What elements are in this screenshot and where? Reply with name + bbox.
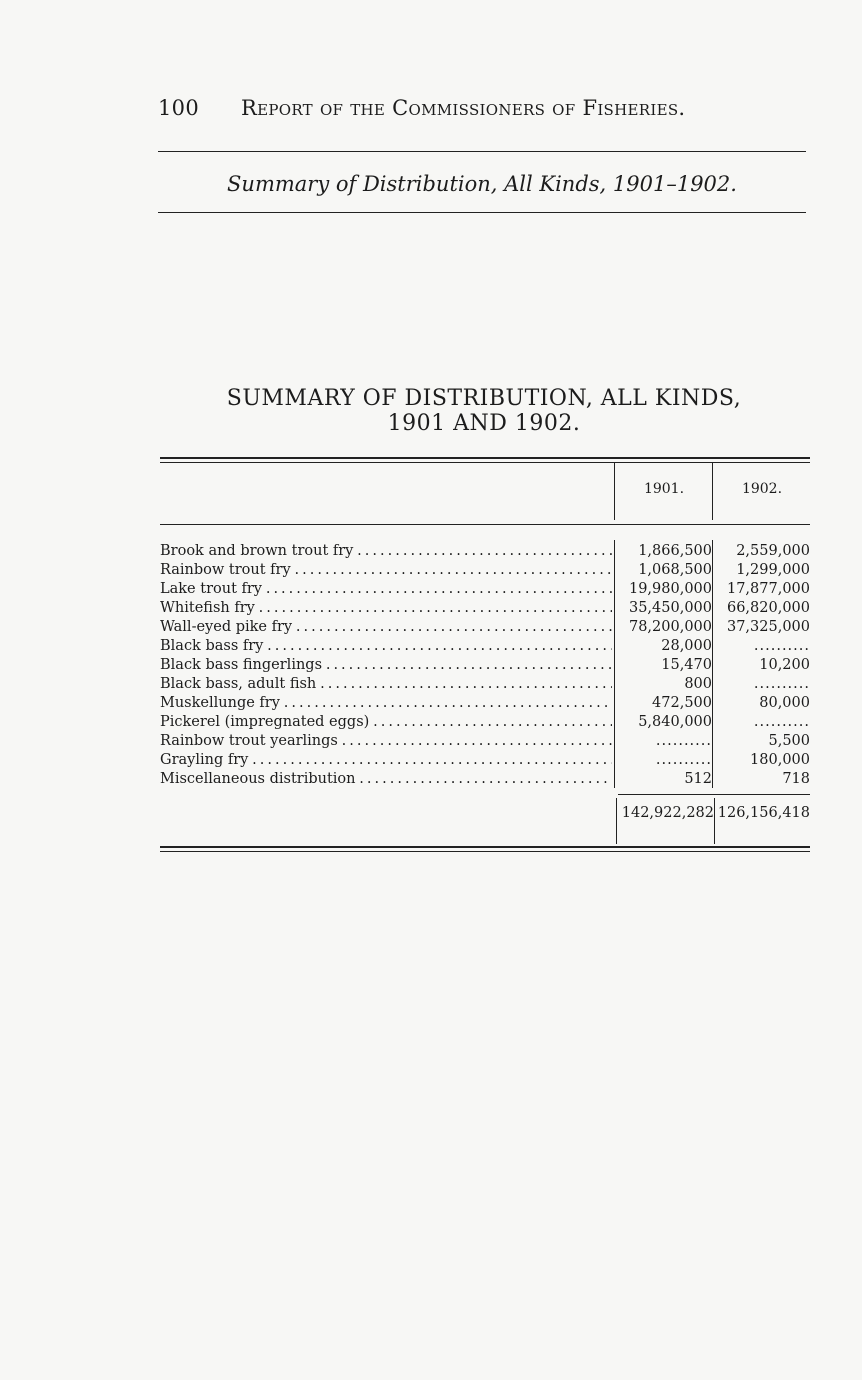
value-1901: .......... [655,733,712,749]
row-label: Brook and brown trout fry . . . [160,542,612,561]
row-label: Whitefish fry . . . [160,599,612,618]
table-title-line-2: 1901 AND 1902. [387,411,581,436]
row-label: Muskellunge fry . . . [160,694,612,713]
value-1901: 35,450,000 [628,600,712,616]
table-row [160,770,812,789]
header-rule [158,151,806,152]
table-title-line-1: SUMMARY OF DISTRIBUTION, ALL KINDS, [226,386,742,411]
table-row [160,599,812,618]
table-row [160,656,812,675]
value-1901: 472,500 [652,695,712,711]
column-header-1901: 1901. [643,481,685,497]
table-row [160,637,812,656]
value-1901: 5,840,000 [638,714,712,730]
value-1901: 800 [684,676,712,692]
value-1901: 19,980,000 [628,581,712,597]
running-title: Report of the Commissioners of Fisheries. [240,96,686,120]
value-1902: 2,559,000 [736,543,810,559]
row-label: Rainbow trout yearlings . . . [160,732,612,751]
value-1902: 180,000 [750,752,810,768]
total-1901: 142,922,282 [621,805,714,821]
page-header [158,96,808,120]
value-1902: 80,000 [759,695,810,711]
row-label: Miscellaneous distribution . . . [160,770,612,789]
value-1901: 1,068,500 [638,562,712,578]
totals-rule [618,794,810,795]
table-title [160,386,808,436]
value-1902: 66,820,000 [726,600,810,616]
table-row [160,713,812,732]
page-number: 100 [158,96,199,120]
value-1902: .......... [753,676,810,692]
row-label: Grayling fry . . . [160,751,612,770]
column-header-1902: 1902. [741,481,783,497]
row-label: Lake trout fry . . . [160,580,612,599]
value-1902: .......... [753,638,810,654]
value-1901: 78,200,000 [628,619,712,635]
column-divider [614,462,615,520]
table-row [160,751,812,770]
value-1901: 15,470 [661,657,712,673]
row-label: Rainbow trout fry . . . [160,561,612,580]
value-1902: .......... [753,714,810,730]
page-subtitle: Summary of Distribution, All Kinds, 1901–1902. [227,172,737,196]
value-1902: 10,200 [759,657,810,673]
value-1901: 1,866,500 [638,543,712,559]
subtitle-rule [158,212,806,213]
table-bottom-rule [160,846,810,852]
table-row [160,542,812,561]
value-1901: 28,000 [661,638,712,654]
value-1902: 1,299,000 [736,562,810,578]
table-row [160,694,812,713]
table-row [160,561,812,580]
table-row [160,618,812,637]
value-1902: 37,325,000 [726,619,810,635]
row-label: Pickerel (impregnated eggs) . . . [160,713,612,732]
value-1901: .......... [655,752,712,768]
value-1902: 5,500 [768,733,810,749]
table-row [160,580,812,599]
row-label: Black bass fry . . . [160,637,612,656]
value-1901: 512 [684,771,712,787]
header-bottom-rule [160,524,810,525]
column-divider [712,462,713,520]
row-label: Wall-eyed pike fry . . . [160,618,612,637]
value-1902: 17,877,000 [726,581,810,597]
table-row [160,732,812,751]
row-label: Black bass, adult fish . . . [160,675,612,694]
table-row [160,675,812,694]
total-1902: 126,156,418 [717,805,810,821]
row-label: Black bass fingerlings . . . [160,656,612,675]
value-1902: 718 [782,771,810,787]
